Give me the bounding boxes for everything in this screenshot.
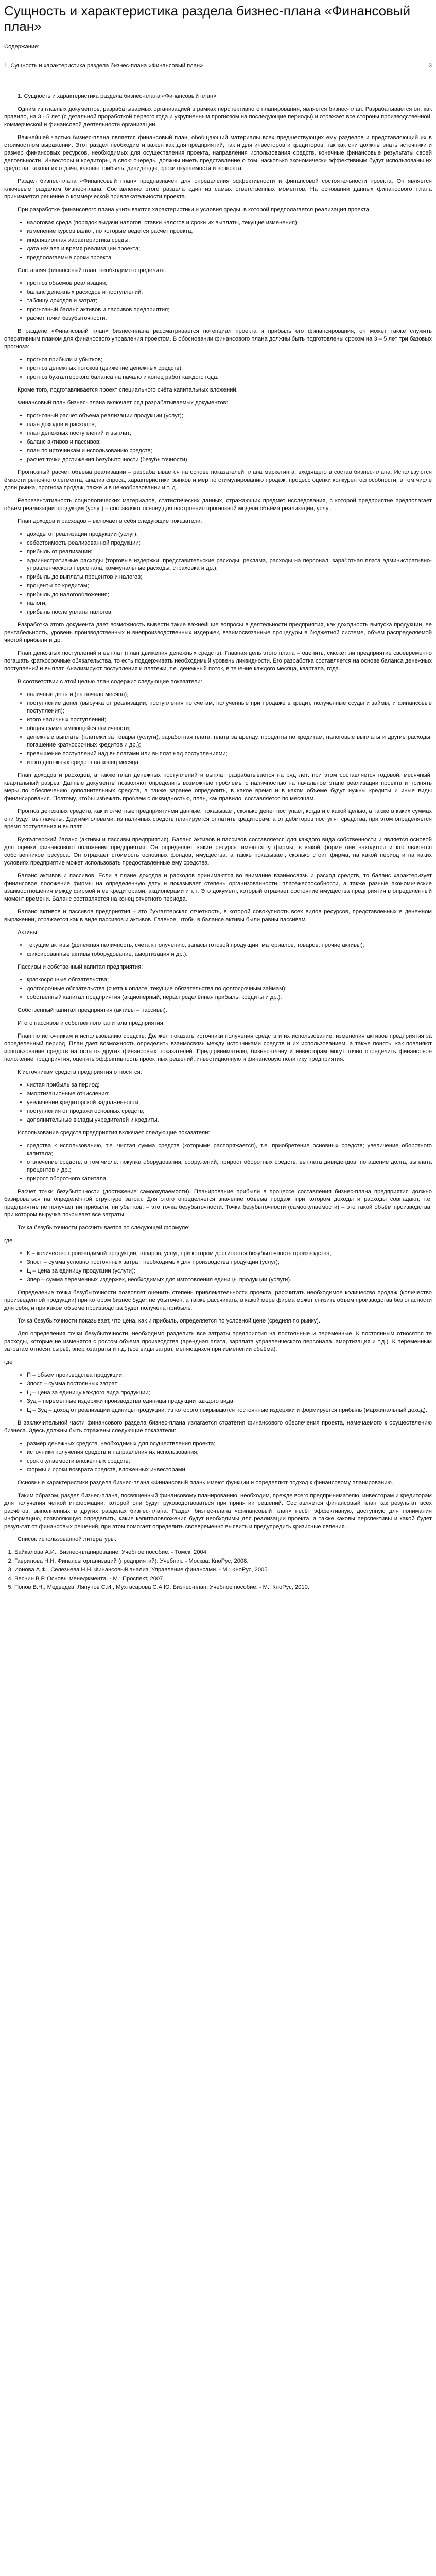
list-item: • прогноз денежных потоков (движение денежных средств);: [27, 365, 432, 372]
list-item: • прирост оборотного капитала.: [27, 1175, 432, 1183]
list-item: • баланс активов и пассивов;: [27, 438, 432, 446]
paragraph: Определение точки безубыточности позволяет оценить степень привлекательности проекта, рассчитать необходимое количество продаж (количество произведённой продукции) при котором бизнес будет не убыточен, а также рассчитать, в какой мере фирма может снизить объем производства без опасности для себя, и при каком объеме производства будет получена прибыль.: [4, 1290, 432, 1311]
reference-list: [4, 1549, 432, 1591]
bullet-list: [4, 1440, 432, 1474]
list-item: • общая сумма имеющейся наличности;: [27, 725, 432, 733]
list-item: • итого наличных поступлений;: [27, 716, 432, 724]
paragraph: В соответствии с этой целью план содержит следующие показатели:: [18, 679, 202, 685]
reference-item: 5. Попов В.Н., Медведев, Ляпунов С.И., Мухтасарова С.А.Ю. Бизнес-план: Учебное пособие. - М.: КноРус, 2010.: [14, 1584, 432, 1591]
list-item: • прибыль до выплаты процентов и налогов;: [27, 573, 432, 581]
list-item: • краткосрочные обязательства;: [27, 976, 432, 984]
list-item: • доходы от реализации продукции (услуг);: [27, 531, 432, 538]
bullet-list: [4, 531, 432, 616]
list-item: • Зпер – сумма переменных издержек, необходимых для изготовления единицы продукции (услуги).: [27, 1276, 432, 1284]
list-item: • итого денежных средств на конец месяца.: [27, 759, 432, 767]
bullet-list: [4, 1142, 432, 1183]
list-item: • проценты по кредитам;: [27, 582, 432, 590]
list-item: • прибыль от реализации;: [27, 548, 432, 556]
paragraph: Прогнозный расчет объема реализации – разрабатывается на основе показателей плана маркетинга, входящего в состав бизнес-плана. Используются ёмкости рыночного сегмента, анализ спроса, характеристики рынков и мер по стимулированию продаж, процесс оценки конкурентоспособности, в том числе доли рынка, прогноза продаж, также и в ценообразовании и т. д.: [4, 469, 432, 491]
list-item: • долгосрочные обязательства (счета к оплате, текущие обязательства по долгосрочным займам);: [27, 985, 432, 993]
paragraph: Одним из главных документов, разрабатываемых организацией в рамках перспективного планирования, является бизнес-план. Разрабатывается он, как правило, на 3 - 5 лет (с детальной проработкой первого года и укрупненным прогнозом на последующие периоды) и отражает все стороны производственной, коммерческой и финансовой деятельности организации.: [4, 106, 432, 128]
paragraph: План доходов и расходов, а также план денежных поступлений и выплат разрабатывается на ряд лет: при этом составляется годовой, месячный, квартальный разрез. Данные документы позволяют определить возможные проблемы с наличностью на начальном этапе реализации проекта и принять меры по обеспечению дополнительных средств, а также заранее определить, в какое время и в каком объеме будут нужны кредиты и иные виды финансирования. Поэтому, чтобы избежать проблем с ликвидностью, план, как правило, составляется по месяцам.: [4, 772, 432, 802]
paragraph: В разделе «Финансовый план» бизнес-плана рассматривается потенциал проекта и прибыль его финансирования, он может также служить оперативным планом для финансового управления проектом. В обосновании финансового плана должны быть подготовлены сроком на 3 – 5 лет три базовых прогноза:: [4, 328, 432, 350]
paragraph: Пассивы и собственный капитал предприятия:: [18, 964, 143, 970]
document-body: [4, 93, 432, 1544]
list-item: • Ц – цена за единицу каждого вида продукции;: [27, 1389, 432, 1397]
list-item: • налоги;: [27, 600, 432, 607]
list-item: • прогноз бухгалтерского баланса на начало и конец работ каждого года.: [27, 374, 432, 381]
list-item: • прогнозный баланс активов и пассивов предприятия;: [27, 306, 432, 314]
paragraph: Использование средств предприятия включает следующие показатели:: [18, 1130, 210, 1136]
list-item: • прогноз прибыли и убытков;: [27, 356, 432, 364]
paragraph: К источникам средств предприятия относятся:: [18, 1069, 142, 1075]
bullet-list: [4, 976, 432, 1002]
list-item: • срок окупаемости вложенных средств;: [27, 1458, 432, 1465]
paragraph: Итого пассивов и собственного капитала предприятия.: [18, 1020, 165, 1026]
reference-item: 1. Байкалова А.И.. Бизнес-планирование: Учебное пособие. - Томск, 2004.: [14, 1549, 432, 1556]
list-item: • формы и сроки возврата средств, вложенных инвесторами.: [27, 1466, 432, 1474]
list-item: • Зпост – сумма постоянных затрат;: [27, 1380, 432, 1388]
list-item: • К – количество производимой продукции, товаров, услуг, при котором достигается безубыточность производства;: [27, 1250, 432, 1258]
list-item: • административные расходы (торговые издержки, представительские расходы, реклама, расходы на персонал, заработная плата административно-управленческого персонала, коммунальные расходы, страховка и др.);: [27, 557, 432, 572]
list-item: • план доходов и расходов;: [27, 421, 432, 429]
bullet-list: [4, 219, 432, 262]
list-item: • превышение поступлений над выплатами или выплат над поступлениями;: [27, 750, 432, 758]
paragraph: План денежных поступлений и выплат (план движения денежных средств). Главная цель этого плана – оценить, сможет ли предприятие своевременно погашать краткосрочные обязательства, то есть поддерживать необходимый уровень ликвидности. Его разработка составляется на основе баланса денежных поступлений и выплат. Анализируют поступления и платежи, т.е. денежный поток, в течение каждого месяца, квартала, года.: [4, 650, 432, 672]
toc-entry[interactable]: [4, 62, 432, 70]
page-title: Сущность и характеристика раздела бизнес-плана «Финансовый план»: [4, 3, 411, 34]
list-item: • средства к использованию, т.е. чистая сумма средств (которыми распоряжается), т.е. приобретение основных средств; увеличение оборотного капитала;: [27, 1142, 432, 1158]
list-item: • расчет точки достижения безубыточности (безубыточности).: [27, 456, 432, 464]
list-item: • Зуд – переменные издержки производства единицы продукции каждого вида;: [27, 1398, 432, 1405]
paragraph: Основные характеристики раздела бизнес-плана «Финансовый план» имеют функции и определяют подход к финансовому планированию.: [18, 1480, 393, 1486]
bullet-list: [4, 691, 432, 767]
paragraph: Раздел бизнес-плана «Финансовый план» предназначен для определения эффективности и финансовой состоятельности проекта. Он является ключевым разделом бизнес-плана. Составление этого раздела один из самых ответственных моментов. На основании данных финансового плана принимается решение о коммерческой привлекательности проекта.: [4, 178, 432, 200]
paragraph: Собственный капитал предприятия (активы – пассивы).: [18, 1007, 167, 1013]
list-item: • изменение курсов валют, по которым ведется расчет проекта;: [27, 228, 432, 235]
list-item: • поступление денег (выручка от реализации, поступления по счетам, полученные при продаже в кредит, полученные ссуды и займы, и финансовые поступления);: [27, 700, 432, 715]
list-item: • прогноз объемов реализации;: [27, 280, 432, 287]
list-item: • предполагаемые сроки проекта.: [27, 254, 432, 262]
reference-item: 4. Веснин В.Р. Основы менеджмента. - М.: Проспект, 2007.: [14, 1575, 432, 1583]
list-item: • таблицу доходов и затрат;: [27, 297, 432, 305]
list-item: • налоговая среда (порядок выдачи налогов, ставки налогов и сроки их выплаты, текущие изменения);: [27, 219, 432, 227]
paragraph: Баланс активов и пассивов. Если в плане доходов и расходов принимаются во внимание взаимосвязь и расход средств, то баланс характеризует финансовое положение фирмы на определенную дату и показывает степень организованности, платёжеспособности, а также разные экономические взаимоотношения между фирмой и ее кредиторами, акционерами и т.п. Это документ, который отражает состояние имущества предприятия в определенный момент времени. Баланс составляется на конец отчетного периода.: [4, 873, 432, 902]
list-item: • амортизационные отчисления;: [27, 1090, 432, 1098]
paragraph: Активы:: [18, 929, 39, 936]
toc-heading: Содержание:: [4, 44, 40, 50]
list-item: • источники получения средств и направления их использования;: [27, 1449, 432, 1456]
paragraph: Баланс активов и пассивов предприятия – это бухгалтерская отчётность, в которой совокупность всех видов ресурсов, представленных в денежном выражении, отражается как в виде пассивов и активов. Главное, чтобы в балансе активы были равны пассивам.: [4, 909, 432, 923]
paragraph: Прогноз денежных средств, как и отчётные предприятиями данные, показывает, сколько денег поступает, когда и с какой целью, а также в каких суммах они будут выплачены. Другими словами, из наличных средств планируется оплатить кредиторам, а от дебиторов поступят средства, при этом определяется время поступления и выплат.: [4, 808, 432, 830]
paragraph: Список использованной литературы:: [18, 1536, 117, 1543]
list-item: • текущие активы (денежная наличность, счета к получению, запасы готовой продукции, материалов, товаров, прочие активы);: [27, 942, 432, 950]
list-item: • отвлечение средств, в том числе: покупка оборудования, сооружений; прирост оборотных средств, выплата дивидендов, погашение долга, выплата процентов и др.;: [27, 1159, 432, 1174]
toc-entry-text[interactable]: 1. Сущность и характеристика раздела бизнес-плана «Финансовый план»: [4, 63, 203, 69]
list-item: • Зпост – сумма условно постоянных затрат, необходимых для производства продукции (услуг);: [27, 1259, 432, 1266]
bullet-list: [4, 356, 432, 381]
paragraph: План по источникам и использованию средств. Должен показать источники получения средств и их использование, изменения активов предприятия за определенный период. План дает возможность определить взаимосвязь между источниками средств и их использованием, а также понять, как повлияют использование средств на остаток других финансовых показателей. Предпринимателю, бизнес-плану и инвесторам могут точно определить финансовое положение предприятия, оценить эффективность проектных решений, инвестиционную и финансовую политику предприятия.: [4, 1033, 432, 1062]
paragraph: Важнейшей частью бизнес-плана является финансовый план, обобщающий материалы всех предшествующих ему разделов и представляющий их в стоимостном выражении. Этот раздел необходим и важен как для предприятий, так и для инвесторов и кредиторов, так как они должны знать источники и размер финансовых ресурсов, необходимых для осуществления проекта, направления использования средств, конечные финансовые результаты своей деятельности. Инвесторы и кредиторы, в свою очередь, должны иметь представление о том, насколько экономически эффективным будут использованы их средства, какова их отдача, каковы прибыль, дивиденды, сроки окупаемости и возврата.: [4, 134, 432, 172]
formula-caption: где: [4, 1238, 13, 1244]
list-item: • собственный капитал предприятия (акционерный, нераспределённая прибыль, кредиты и др.).: [27, 994, 432, 1002]
list-item: • дополнительные вклады учредителей и кредиты.: [27, 1116, 432, 1124]
toc-entry-page: 3: [428, 63, 432, 69]
formula-caption: где: [4, 1359, 13, 1365]
list-item: • прогнозный расчет объема реализации продукции (услуг);: [27, 412, 432, 420]
paragraph: При разработке финансового плана учитываются характеристики и условия среды, в которой предполагается реализация проекта:: [18, 207, 371, 213]
paragraph: Финансовый план бизнес- плана включает ряд разрабатываемых документов:: [18, 400, 228, 406]
paragraph: Таким образом, раздел бизнес-плана, посвященный финансовому планированию, необходим, прежде всего предпринимателю, инвесторам и кредиторам для получения четкой информации, которой они будут руководствоваться при принятии решений. Составляется финансовый план как результат всех расчётов, выполненных в других разделах бизнес-плана. Раздел бизнес-плана «финансовый план» несёт эффективную, доступную для понимания информацию, позволяющую определить, какие капиталовложения будут необходимы для реализации проекта, а также каковы перспективы и какой будет результат от финансовых решений, при этом помогает определить своевременно выявить и предупредить кризисные явления.: [4, 1493, 432, 1530]
paragraph: Точка безубыточности показывает, что цена, как и прибыль, определяется по условной цене (средняя по рынку).: [18, 1318, 320, 1324]
list-item: • дата начала и время реализации проекта;: [27, 245, 432, 253]
list-item: • П – объем производства продукции;: [27, 1371, 432, 1379]
reference-item: 3. Ионова А.Ф., Селезнева Н.Н. Финансовый анализ. Управление финансами. - М.: КноРус, 2005.: [14, 1566, 432, 1574]
bullet-list: [4, 1371, 432, 1414]
list-item: • план по источникам и использованию средств;: [27, 447, 432, 455]
list-item: • прибыль после уплаты налогов.: [27, 608, 432, 616]
bullet-list: [4, 942, 432, 958]
paragraph: Для определения точки безубыточности, необходимо разделить все затраты предприятия на постоянные и переменные. К постоянным относятся те расходы, которые не изменятся с ростом объема производства (арендная плата, зарплата управленческого персонала, амортизация и т.д.). К переменным затратам относят сырьё, энергозатраты и т.д. (все виды затрат, меняющихся при изменении объёма).: [4, 1331, 432, 1352]
list-item: • размер денежных средств, необходимых для осуществления проекта;: [27, 1440, 432, 1448]
paragraph: Репрезентативность социологических материалов, статистических данных, отражающих предмет исследования, с которой предприятие предполагает объем реализации продукции (услуг) – составляют основу для построения прогнозной модели объёма реализации, услуг.: [4, 498, 432, 512]
paragraph: Разработка этого документа дает возможность вывести такие важнейшие вопросы в деятельности предприятия, как доходность выпуска продукции, ее рентабельность, уровень производственных и внепроизводственных издержек, взаимосвязанные процедуры в бюджетной системе, объем распределяемой чистой прибыли и др.: [4, 622, 432, 643]
list-item: • фиксированные активы (оборудование, амортизация и др.).: [27, 951, 432, 958]
list-item: • увеличение кредиторской задолженности;: [27, 1099, 432, 1107]
list-item: • план денежных поступлений и выплат;: [27, 430, 432, 437]
paragraph: Составляя финансовый план, необходимо определить:: [18, 267, 166, 274]
paragraph: Кроме того, подготавливается проект специального счёта капитальных вложений.: [18, 387, 238, 393]
list-item: • Ц – Зуд – доход от реализации единицы продукции, из которого покрываются постоянные издержки и формируется прибыль (маржинальный доход).: [27, 1406, 432, 1414]
paragraph: 1. Сущность и характеристика раздела бизнес-плана «Финансовый план»: [18, 93, 217, 99]
list-item: • инфляционная характеристика среды;: [27, 236, 432, 244]
list-item: • баланс денежных расходов и поступлений;: [27, 289, 432, 296]
bullet-list: [4, 412, 432, 464]
list-item: • чистая прибыль за период;: [27, 1081, 432, 1089]
paragraph: Расчет точки безубыточности (достижение самоокупаемости). Планирование прибыли в процессе составления бизнес-плана предприятия должно базироваться на определённой структуре затрат. Для этого определяется значение объема продаж, при котором доходы и расходы совпадают, т.е. предприятие не получает ни прибыли, ни убытков, – это точка безубыточности. Точка безубыточности (самоокупаемости) – это такой объём производства, при котором выручка покрывает все затраты.: [4, 1189, 432, 1218]
list-item: • себестоимость реализованной продукции;: [27, 539, 432, 547]
reference-item: 2. Гаврилова Н.Н. Финансы организаций (предприятий): Учебник. - Москва: КноРус, 2008.: [14, 1557, 432, 1565]
list-item: • прибыль до налогообложения;: [27, 591, 432, 599]
bullet-list: [4, 1081, 432, 1124]
list-item: • расчет точки безубыточности.: [27, 315, 432, 323]
paragraph: Бухгалтерский баланс (активы и пассивы предприятия). Баланс активов и пассивов составляется для каждого вида собственности и является основой для оценки финансового положения предприятия. Он определяет, какие ресурсы имеются у фирмы, в какой форме они находятся и кто является собственником ресурса. Он отражает стоимость основных фондов, имущества, а также показывает, сколько стоит фирма, на какой период и на каких условиях предприятие может использовать предоставленные ему средства.: [4, 837, 432, 866]
bullet-list: [4, 280, 432, 323]
list-item: • поступления от продажи основных средств;: [27, 1108, 432, 1115]
paragraph: Точка безубыточности рассчитывается по следующей формуле:: [18, 1225, 190, 1231]
list-item: • Ц – цена за единицу продукции (услуги);: [27, 1267, 432, 1275]
paragraph: План доходов и расходов – включает в себя следующие показатели:: [18, 518, 202, 524]
bullet-list: [4, 1250, 432, 1284]
list-item: • наличные деньги (на начало месяца);: [27, 691, 432, 699]
list-item: • денежные выплаты (платежи за товары (услуги), заработная плата, плата за аренду, проценты по кредитам, налоговые выплаты и другие расходы, погашение краткосрочных кредитов и др.);: [27, 734, 432, 749]
paragraph: В заключительной части финансового раздела бизнес-плана излагается стратегия финансового обеспечения проекта, намечаемого к осуществлению бизнеса. Здесь должны быть отражены следующие показатели:: [4, 1420, 432, 1434]
